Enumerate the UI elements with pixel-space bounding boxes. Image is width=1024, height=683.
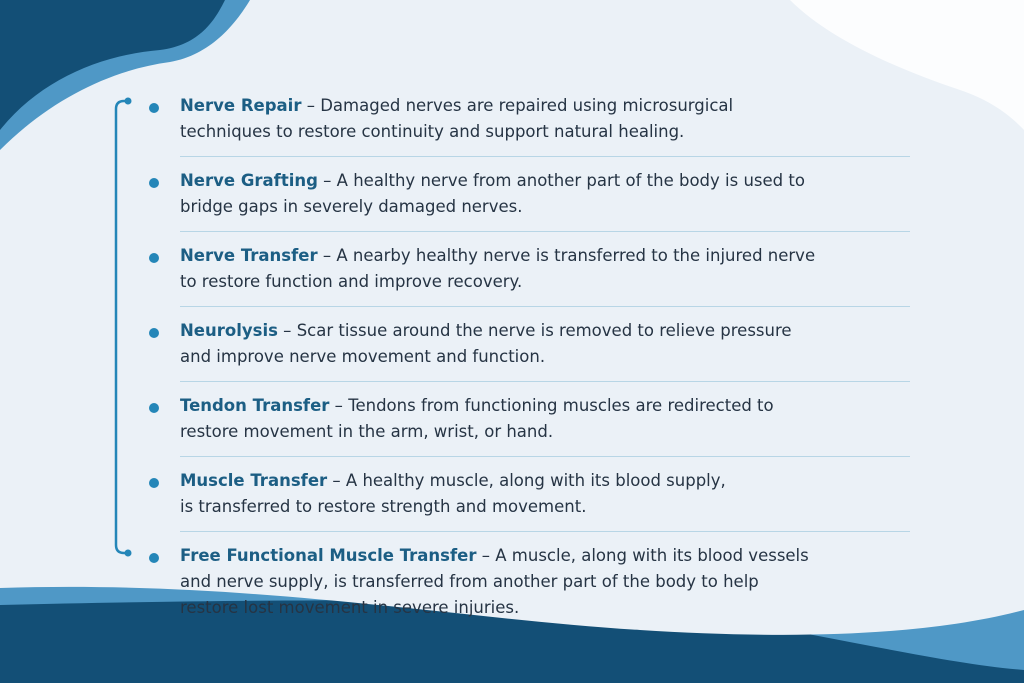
item-description-line1: A muscle, along with its blood vessels bbox=[495, 546, 809, 565]
item-description-line1: A nearby healthy nerve is transferred to the injured nerve bbox=[336, 246, 816, 265]
item-title: Free Functional Muscle Transfer bbox=[180, 546, 477, 565]
item-title: Neurolysis bbox=[180, 321, 278, 340]
item-separator: – bbox=[329, 396, 349, 415]
item-title: Tendon Transfer bbox=[180, 396, 330, 415]
list-item bbox=[146, 93, 914, 145]
item-description-line2: to restore function and improve recovery. bbox=[180, 272, 523, 291]
list-item bbox=[146, 543, 914, 621]
list-item bbox=[146, 243, 914, 295]
list-item bbox=[146, 318, 914, 370]
list-item bbox=[146, 393, 914, 445]
item-separator: – bbox=[277, 321, 297, 340]
bullet-dot bbox=[149, 103, 159, 113]
item-text bbox=[180, 393, 914, 445]
item-text bbox=[180, 243, 914, 295]
item-text bbox=[180, 318, 914, 370]
item-description-line1: Tendons from functioning muscles are redirected to bbox=[348, 396, 774, 415]
divider bbox=[180, 381, 910, 382]
item-description-line2: and nerve supply, is transferred from another part of the body to help bbox=[180, 572, 759, 591]
item-description-line2: and improve nerve movement and function. bbox=[180, 347, 546, 366]
list-item bbox=[146, 168, 914, 220]
item-title: Nerve Grafting bbox=[180, 171, 318, 190]
bullet-dot bbox=[149, 403, 159, 413]
item-description-line1: Damaged nerves are repaired using microsurgical bbox=[320, 96, 734, 115]
bullet-dot bbox=[149, 553, 159, 563]
item-title: Nerve Transfer bbox=[180, 246, 318, 265]
divider bbox=[180, 156, 910, 157]
item-separator: – bbox=[476, 546, 496, 565]
bullet-dot bbox=[149, 178, 159, 188]
procedure-list bbox=[146, 93, 914, 621]
item-description-line3: restore lost movement in severe injuries. bbox=[180, 598, 520, 617]
list-item bbox=[146, 468, 914, 520]
item-text bbox=[180, 468, 914, 520]
item-text bbox=[180, 93, 914, 145]
bullet-dot bbox=[149, 478, 159, 488]
item-description-line2: restore movement in the arm, wrist, or hand. bbox=[180, 422, 554, 441]
item-separator: – bbox=[317, 246, 337, 265]
item-description-line2: bridge gaps in severely damaged nerves. bbox=[180, 197, 523, 216]
item-text bbox=[180, 168, 914, 220]
item-title: Nerve Repair bbox=[180, 96, 302, 115]
item-separator: – bbox=[327, 471, 346, 490]
item-description-line2: is transferred to restore strength and movement. bbox=[180, 497, 587, 516]
divider bbox=[180, 306, 910, 307]
bullet-dot bbox=[149, 328, 159, 338]
divider bbox=[180, 456, 910, 457]
bullet-dot bbox=[149, 253, 159, 263]
item-separator: – bbox=[301, 96, 321, 115]
item-title: Muscle Transfer bbox=[180, 471, 328, 490]
item-description-line1: Scar tissue around the nerve is removed to relieve pressure bbox=[296, 321, 792, 340]
divider bbox=[180, 231, 910, 232]
item-description-line1: A healthy muscle, along with its blood supply, bbox=[345, 471, 726, 490]
item-description-line1: A healthy nerve from another part of the body is used to bbox=[336, 171, 805, 190]
item-description-line2: techniques to restore continuity and support natural healing. bbox=[180, 122, 685, 141]
item-text bbox=[180, 543, 914, 621]
divider bbox=[180, 531, 910, 532]
item-separator: – bbox=[317, 171, 337, 190]
